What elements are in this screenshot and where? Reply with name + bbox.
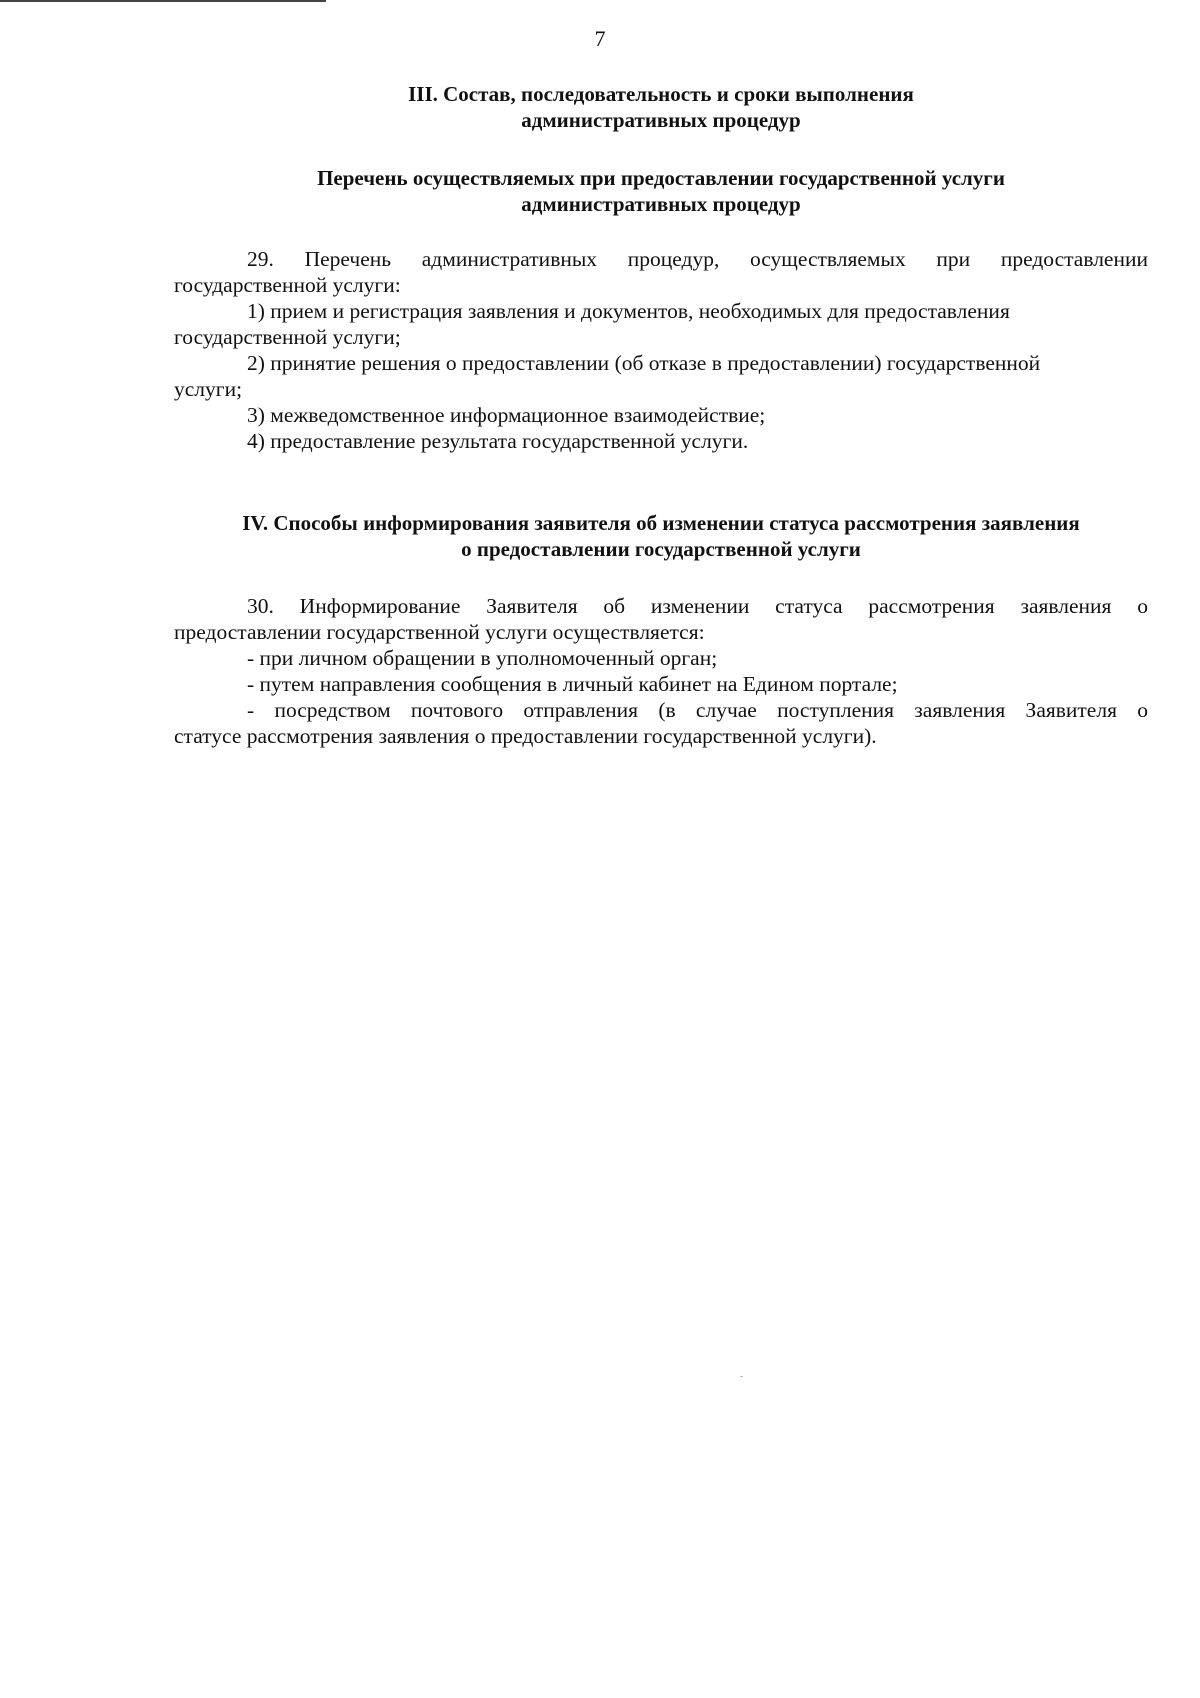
list-item-4: 4) предоставление результата государственной услуги. — [247, 429, 749, 453]
section-4-title-line-1: IV. Способы информирования заявителя об изменении статуса рассмотрения заявления — [242, 511, 1080, 535]
paragraph-29-line-1: 29. Перечень административных процедур, осуществляемых при предоставлении — [247, 247, 1148, 271]
bullet-item-2: - путем направления сообщения в личный кабинет на Едином портале; — [247, 672, 898, 696]
section-4-title-line-2: о предоставлении государственной услуги — [461, 537, 861, 561]
bullet-item-1: - при личном обращении в уполномоченный орган; — [247, 646, 718, 670]
page-number: 7 — [594, 26, 606, 51]
scan-speck — [740, 1376, 743, 1377]
list-item-1-line-2: государственной услуги; — [174, 325, 401, 349]
list-item-2-line-2: услуги; — [174, 377, 243, 401]
section-3-title — [174, 81, 1148, 133]
section-3-subtitle-line-1: Перечень осуществляемых при предоставлении государственной услуги — [317, 166, 1005, 190]
list-item-1-line-1: 1) прием и регистрация заявления и документов, необходимых для предоставления — [247, 299, 1010, 323]
paragraph-29-line-2: государственной услуги: — [174, 273, 401, 297]
section-3-title-line-1: III. Состав, последовательность и сроки выполнения — [408, 82, 914, 106]
section-4-title — [174, 510, 1148, 562]
paragraph-30-line-1: 30. Информирование Заявителя об изменении статуса рассмотрения заявления о — [247, 594, 1148, 618]
paragraph-30-line-2: предоставлении государственной услуги осуществляется: — [174, 620, 705, 644]
section-3-title-line-2: административных процедур — [521, 108, 801, 132]
paragraph-29-list — [174, 246, 1148, 454]
bullet-item-3-line-1: - посредством почтового отправления (в случае поступления заявления Заявителя о — [247, 698, 1148, 722]
paragraph-30-list — [174, 593, 1148, 749]
bullet-item-3-line-2: статусе рассмотрения заявления о предоставлении государственной услуги). — [174, 724, 877, 748]
list-item-2-line-1: 2) принятие решения о предоставлении (об отказе в предоставлении) государственной — [247, 351, 1041, 375]
scan-edge-line — [0, 0, 326, 2]
document-body — [174, 76, 1148, 749]
section-3-subtitle-line-2: административных процедур — [521, 192, 801, 216]
list-item-3: 3) межведомственное информационное взаимодействие; — [247, 403, 766, 427]
section-3-subtitle — [174, 165, 1148, 217]
